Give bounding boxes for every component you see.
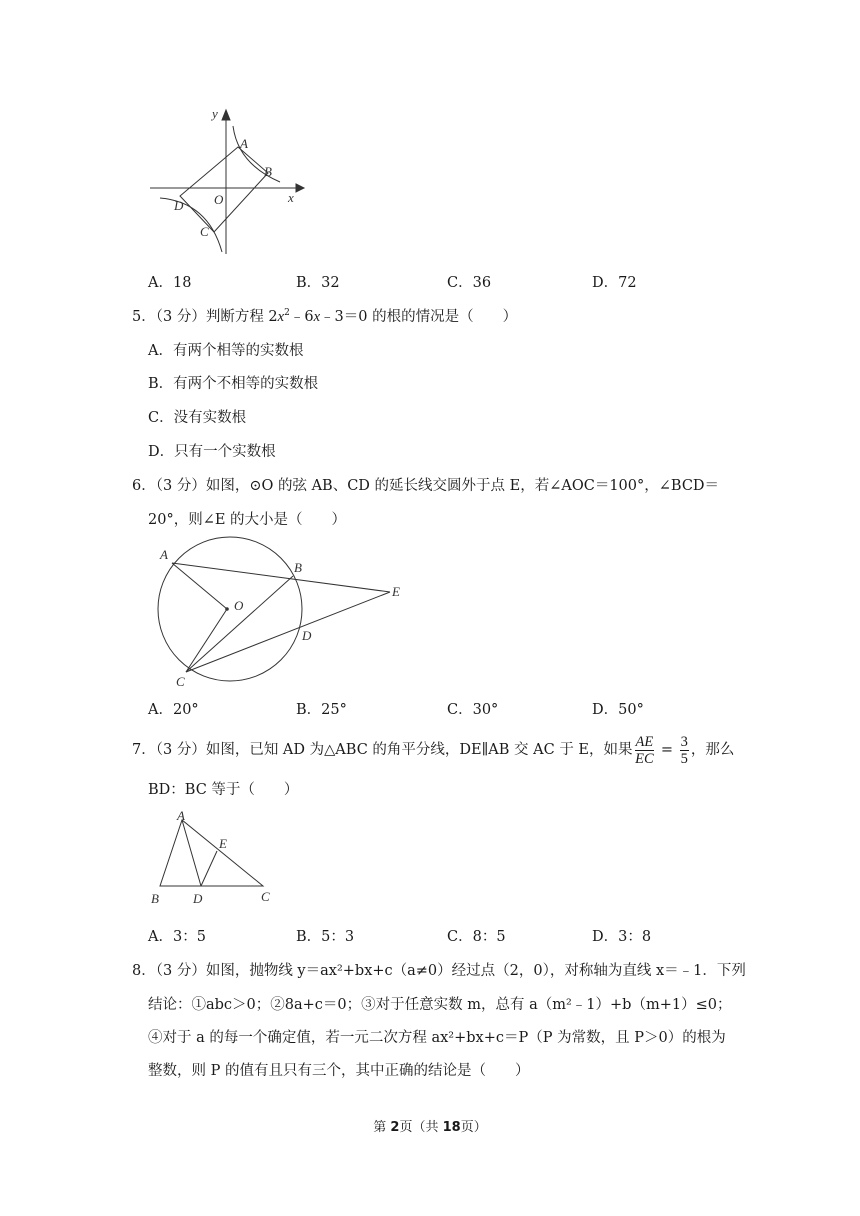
- q7-label-d: D: [193, 891, 203, 906]
- q5-stem-a: 判断方程 2: [205, 309, 278, 325]
- q4-option-b[interactable]: B．32: [296, 275, 340, 291]
- q7-option-a[interactable]: A．3：5: [148, 929, 206, 945]
- q7-number: 7．: [132, 742, 156, 758]
- q7-fraction-value: [680, 734, 689, 767]
- q4-option-d[interactable]: D．72: [592, 275, 637, 291]
- q7-stem-line2: BD：BC 等于（ ）: [148, 782, 299, 798]
- q5-stem-c: ﹣3＝0 的根的情况是（ ）: [320, 309, 518, 325]
- q7-label-e: E: [219, 836, 227, 851]
- q7-stem-line1: [132, 730, 734, 770]
- q7-option-b[interactable]: B．5：3: [296, 929, 355, 945]
- q4-label-y: y: [212, 106, 218, 121]
- q4-figure: [150, 104, 310, 260]
- q7-label-b: B: [151, 891, 159, 906]
- q7-line1: 如图，已知 AD 为△ABC 的角平分线，DE∥AB 交 AC 于 E，如果: [205, 742, 633, 758]
- q7-frac-den: EC: [635, 750, 654, 767]
- q8-number: 8．: [132, 963, 156, 979]
- q5-score: （3 分）: [155, 309, 206, 325]
- q6-option-a[interactable]: A．20°: [148, 702, 199, 718]
- q5-stem-b: ﹣6: [289, 309, 314, 325]
- q6-label-b: B: [294, 560, 302, 575]
- q5-option-d[interactable]: D．只有一个实数根: [148, 444, 276, 460]
- q5-stem-x2: x: [313, 309, 321, 325]
- page-footer: [0, 1116, 860, 1135]
- q8-stem-line4: 整数，则 P 的值有且只有三个，其中正确的结论是（ ）: [148, 1063, 530, 1079]
- q6-label-d: D: [302, 628, 312, 643]
- q4-label-c: C: [200, 224, 209, 239]
- q7-score: （3 分）: [155, 742, 206, 758]
- q6-line1: 如图，⊙O 的弦 AB、CD 的延长线交圆外于点 E，若∠AOC＝100°，∠BCD＝: [205, 478, 720, 494]
- q4-label-o: O: [214, 192, 224, 207]
- q6-option-b[interactable]: B．25°: [296, 702, 347, 718]
- q4-label-x: x: [288, 190, 294, 205]
- q5-stem: [132, 305, 517, 326]
- q7-frac-num: AE: [635, 733, 654, 750]
- q5-stem-x: x: [277, 309, 285, 325]
- q6-score: （3 分）: [155, 478, 206, 494]
- q4-label-b: B: [264, 164, 272, 179]
- footer-mid: 页（共: [399, 1120, 443, 1135]
- q5-option-c[interactable]: C．没有实数根: [148, 410, 247, 426]
- q7-val-den: 5: [680, 750, 688, 767]
- q7-line1-end: ，那么: [690, 742, 735, 758]
- q6-option-d[interactable]: D．50°: [592, 702, 644, 718]
- q7-option-d[interactable]: D．3：8: [592, 929, 652, 945]
- q5-stem-sup: 2: [284, 308, 290, 318]
- q6-label-c: C: [176, 674, 185, 689]
- q6-label-o: O: [234, 598, 244, 613]
- q6-figure: [150, 534, 410, 690]
- q7-option-c[interactable]: C．8：5: [447, 929, 506, 945]
- q7-eq: =: [660, 742, 673, 758]
- q4-label-d: D: [174, 198, 184, 213]
- q8-score: （3 分）: [155, 963, 206, 979]
- q6-stem-line2: 20°，则∠E 的大小是（ ）: [148, 512, 347, 528]
- q8-stem-line2: 结论：①abc＞0；②8a+c＝0；③对于任意实数 m，总有 a（m²﹣1）+b（m+1）≤0；: [148, 997, 732, 1013]
- footer-total-pages: 18: [442, 1120, 461, 1135]
- q6-option-c[interactable]: C．30°: [447, 702, 499, 718]
- footer-pre: 第: [373, 1120, 391, 1135]
- q5-number: 5．: [132, 309, 156, 325]
- q8-stem-line1: [132, 959, 746, 980]
- q4-option-c[interactable]: C．36: [447, 275, 492, 291]
- q6-number: 6．: [132, 478, 156, 494]
- q6-stem-line1: [132, 474, 719, 495]
- q7-label-a: A: [177, 808, 185, 823]
- q5-option-b[interactable]: B．有两个不相等的实数根: [148, 376, 319, 392]
- footer-post: 页）: [460, 1120, 487, 1135]
- q7-figure: [145, 808, 280, 908]
- q6-label-a: A: [160, 547, 168, 562]
- footer-page-number: 2: [390, 1120, 400, 1135]
- q7-val-num: 3: [680, 733, 688, 750]
- q8-line1: 如图，抛物线 y＝ax²+bx+c（a≠0）经过点（2，0），对称轴为直线 x＝﹣1．下列: [205, 963, 746, 979]
- q4-label-a: A: [240, 136, 248, 151]
- q7-fraction-ae-ec: [635, 734, 655, 767]
- q6-label-e: E: [392, 584, 400, 599]
- q7-label-c: C: [261, 889, 270, 904]
- q4-option-a[interactable]: A．18: [148, 275, 192, 291]
- q8-stem-line3: ④对于 a 的每一个确定值，若一元二次方程 ax²+bx+c＝P（P 为常数，且 P＞0）的根为: [148, 1030, 726, 1046]
- q5-option-a[interactable]: A．有两个相等的实数根: [148, 343, 304, 359]
